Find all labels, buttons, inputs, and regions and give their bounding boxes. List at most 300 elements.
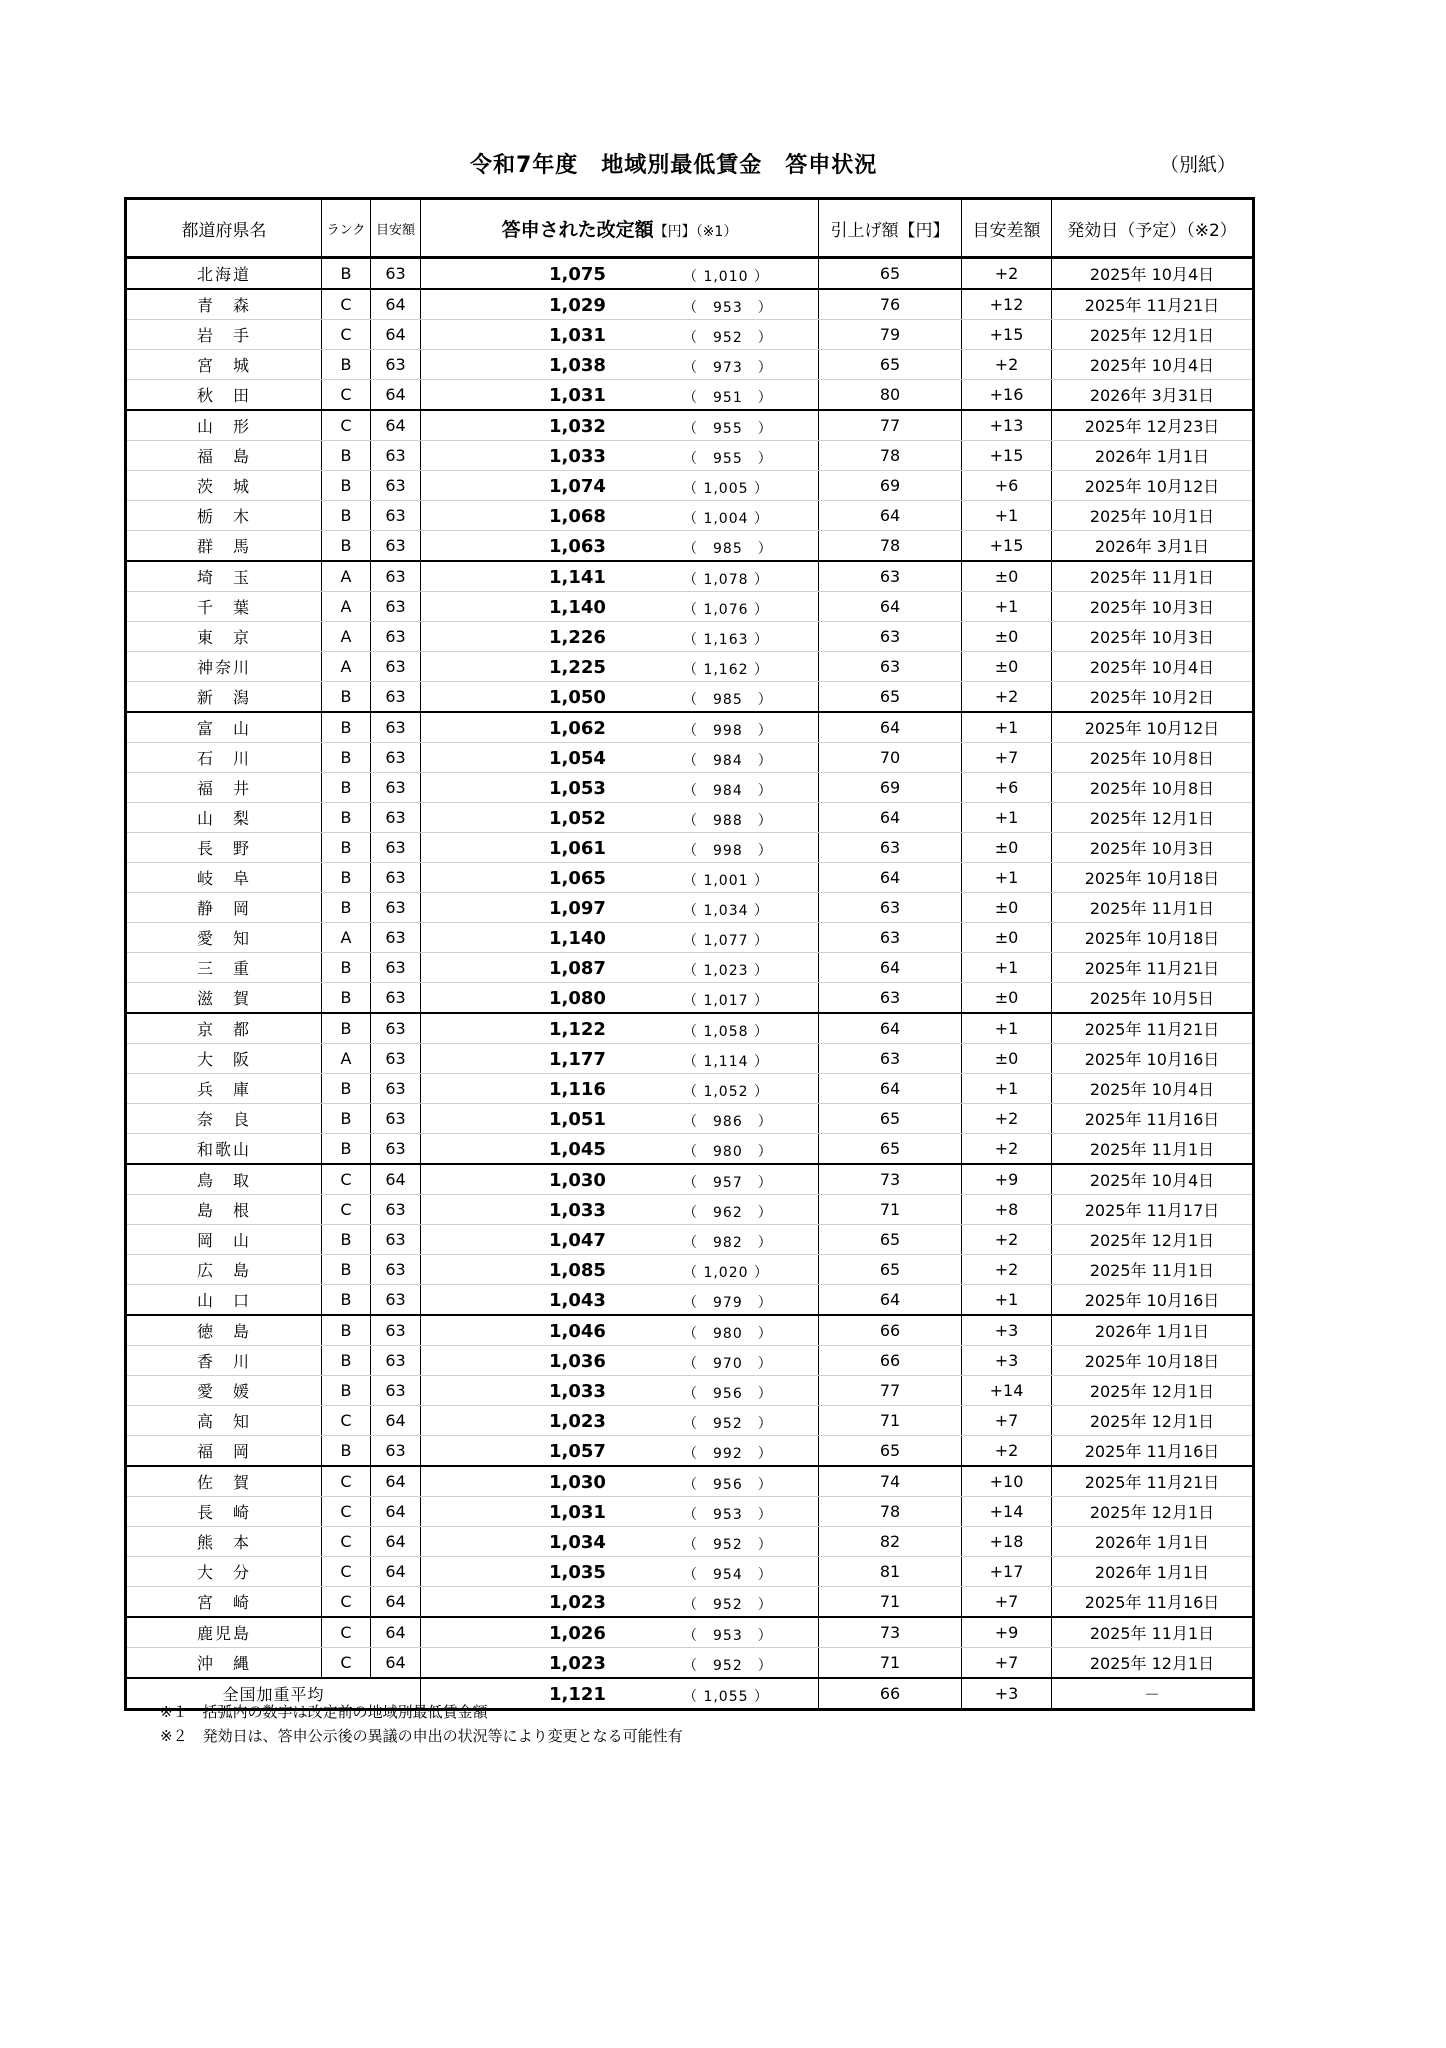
- rank: B: [322, 983, 371, 1014]
- amount-cell: [421, 1074, 819, 1104]
- table-row: [126, 289, 1254, 320]
- increase-amount: 78: [819, 1497, 962, 1527]
- rank: B: [322, 501, 371, 531]
- rank: B: [322, 350, 371, 380]
- increase-amount: 65: [819, 350, 962, 380]
- revised-amount: 1,177: [549, 1049, 606, 1070]
- increase-amount: 65: [819, 1255, 962, 1285]
- guideline-difference: +1: [962, 712, 1052, 743]
- previous-amount: （ 1,010 ）: [683, 269, 769, 285]
- effective-date: 2026年 1月1日: [1052, 1527, 1254, 1557]
- table-row: [126, 1044, 1254, 1074]
- effective-date: 2025年 12月23日: [1052, 410, 1254, 441]
- amount-cell: [421, 501, 819, 531]
- revised-amount: 1,046: [549, 1321, 606, 1342]
- guideline-amount: 64: [371, 1557, 421, 1587]
- guideline-difference: +15: [962, 441, 1052, 471]
- effective-date: 2025年 10月4日: [1052, 652, 1254, 682]
- table-body: [126, 258, 1254, 1679]
- prefecture-name: 鹿児島: [126, 1617, 322, 1648]
- previous-amount: （ 980 ）: [683, 1326, 773, 1342]
- prefecture-name: 秋 田: [126, 380, 322, 411]
- increase-amount: 77: [819, 1376, 962, 1406]
- increase-amount: 64: [819, 1285, 962, 1316]
- increase-amount: 70: [819, 743, 962, 773]
- revised-amount: 1,074: [549, 476, 606, 497]
- guideline-amount: 63: [371, 682, 421, 713]
- table-row: [126, 320, 1254, 350]
- effective-date: 2025年 10月3日: [1052, 592, 1254, 622]
- guideline-difference: +2: [962, 1255, 1052, 1285]
- increase-amount: 80: [819, 380, 962, 411]
- revised-amount: 1,057: [549, 1441, 606, 1462]
- revised-amount: 1,140: [549, 928, 606, 949]
- effective-date: 2025年 10月3日: [1052, 833, 1254, 863]
- previous-amount: （ 1,077 ）: [683, 933, 769, 949]
- effective-date: 2025年 12月1日: [1052, 1225, 1254, 1255]
- guideline-difference: ±0: [962, 561, 1052, 592]
- table-row: [126, 531, 1254, 562]
- guideline-difference: +14: [962, 1376, 1052, 1406]
- effective-date: 2025年 10月18日: [1052, 863, 1254, 893]
- revised-amount: 1,068: [549, 506, 606, 527]
- revised-amount: 1,122: [549, 1019, 606, 1040]
- guideline-amount: 63: [371, 1346, 421, 1376]
- table-row: [126, 863, 1254, 893]
- revised-amount: 1,075: [549, 264, 606, 285]
- table-row: [126, 1074, 1254, 1104]
- effective-date: 2025年 10月5日: [1052, 983, 1254, 1014]
- table-row: [126, 1466, 1254, 1497]
- guideline-amount: 63: [371, 561, 421, 592]
- table-row: [126, 561, 1254, 592]
- previous-amount: （ 1,052 ）: [683, 1084, 769, 1100]
- guideline-amount: 64: [371, 1527, 421, 1557]
- guideline-amount: 63: [371, 923, 421, 953]
- rank: B: [322, 893, 371, 923]
- guideline-difference: ±0: [962, 1044, 1052, 1074]
- previous-amount: （ 1,001 ）: [683, 873, 769, 889]
- effective-date: 2025年 11月21日: [1052, 1466, 1254, 1497]
- increase-amount: 69: [819, 773, 962, 803]
- revised-amount: 1,036: [549, 1351, 606, 1372]
- guideline-amount: 63: [371, 1044, 421, 1074]
- average-amount: 1,121: [549, 1684, 606, 1705]
- amount-cell: [421, 380, 819, 411]
- increase-amount: 82: [819, 1527, 962, 1557]
- effective-date: 2025年 10月4日: [1052, 350, 1254, 380]
- prefecture-name: 福 島: [126, 441, 322, 471]
- effective-date: 2025年 11月16日: [1052, 1587, 1254, 1618]
- guideline-difference: +7: [962, 743, 1052, 773]
- effective-date: 2025年 10月16日: [1052, 1285, 1254, 1316]
- prefecture-name: 東 京: [126, 622, 322, 652]
- guideline-difference: +7: [962, 1406, 1052, 1436]
- effective-date: 2025年 10月4日: [1052, 1074, 1254, 1104]
- guideline-difference: +6: [962, 773, 1052, 803]
- rank: A: [322, 1044, 371, 1074]
- amount-cell: [421, 1225, 819, 1255]
- effective-date: 2025年 10月3日: [1052, 622, 1254, 652]
- previous-amount: （ 1,076 ）: [683, 602, 769, 618]
- revised-amount: 1,023: [549, 1653, 606, 1674]
- revised-amount: 1,062: [549, 718, 606, 739]
- amount-cell: [421, 561, 819, 592]
- rank: B: [322, 743, 371, 773]
- table-row: [126, 258, 1254, 290]
- rank: B: [322, 1346, 371, 1376]
- effective-date: 2025年 10月12日: [1052, 712, 1254, 743]
- amount-cell: [421, 923, 819, 953]
- effective-date: 2025年 10月8日: [1052, 743, 1254, 773]
- prefecture-name: 福 井: [126, 773, 322, 803]
- rank: C: [322, 289, 371, 320]
- prefecture-name: 青 森: [126, 289, 322, 320]
- amount-cell: [421, 893, 819, 923]
- previous-amount: （ 952 ）: [683, 330, 773, 346]
- prefecture-name: 愛 媛: [126, 1376, 322, 1406]
- prefecture-name: 和歌山: [126, 1134, 322, 1165]
- table-row: [126, 983, 1254, 1014]
- previous-amount: （ 962 ）: [683, 1205, 773, 1221]
- previous-amount: （ 998 ）: [683, 723, 773, 739]
- rank: B: [322, 471, 371, 501]
- revised-amount: 1,226: [549, 627, 606, 648]
- revised-amount: 1,047: [549, 1230, 606, 1251]
- increase-amount: 64: [819, 953, 962, 983]
- rank: B: [322, 863, 371, 893]
- previous-amount: （ 985 ）: [683, 692, 773, 708]
- guideline-difference: +2: [962, 258, 1052, 290]
- revised-amount: 1,140: [549, 597, 606, 618]
- prefecture-name: 滋 賀: [126, 983, 322, 1014]
- revised-amount: 1,080: [549, 988, 606, 1009]
- increase-amount: 65: [819, 1225, 962, 1255]
- amount-cell: [421, 712, 819, 743]
- revised-amount: 1,097: [549, 898, 606, 919]
- increase-amount: 63: [819, 1044, 962, 1074]
- previous-amount: （ 955 ）: [683, 451, 773, 467]
- effective-date: 2026年 3月1日: [1052, 531, 1254, 562]
- guideline-difference: ±0: [962, 923, 1052, 953]
- rank: C: [322, 1497, 371, 1527]
- guideline-difference: ±0: [962, 622, 1052, 652]
- guideline-amount: 63: [371, 1013, 421, 1044]
- prefecture-name: 石 川: [126, 743, 322, 773]
- table-row: [126, 1013, 1254, 1044]
- table-row: [126, 1527, 1254, 1557]
- previous-amount: （ 982 ）: [683, 1235, 773, 1251]
- guideline-amount: 64: [371, 1497, 421, 1527]
- previous-amount: （ 956 ）: [683, 1477, 773, 1493]
- table-row: [126, 682, 1254, 713]
- amount-cell: [421, 833, 819, 863]
- page-title: 令和7年度 地域別最低賃金 答申状況: [470, 153, 878, 178]
- previous-amount: （ 1,005 ）: [683, 481, 769, 497]
- guideline-difference: +1: [962, 1074, 1052, 1104]
- previous-amount: （ 1,114 ）: [683, 1054, 769, 1070]
- increase-amount: 63: [819, 652, 962, 682]
- table-row: [126, 712, 1254, 743]
- guideline-amount: 63: [371, 833, 421, 863]
- increase-amount: 66: [819, 1315, 962, 1346]
- table-row: [126, 1587, 1254, 1618]
- guideline-difference: +1: [962, 1285, 1052, 1316]
- guideline-difference: +2: [962, 682, 1052, 713]
- guideline-difference: +2: [962, 1225, 1052, 1255]
- amount-cell: [421, 1617, 819, 1648]
- prefecture-name: 長 崎: [126, 1497, 322, 1527]
- amount-cell: [421, 531, 819, 562]
- increase-amount: 66: [819, 1346, 962, 1376]
- guideline-difference: ±0: [962, 652, 1052, 682]
- effective-date: 2025年 10月16日: [1052, 1044, 1254, 1074]
- table-row: [126, 350, 1254, 380]
- guideline-amount: 63: [371, 712, 421, 743]
- amount-cell: [421, 983, 819, 1014]
- revised-amount: 1,031: [549, 385, 606, 406]
- table-row: [126, 1255, 1254, 1285]
- guideline-amount: 63: [371, 1074, 421, 1104]
- prefecture-name: 愛 知: [126, 923, 322, 953]
- revised-amount: 1,116: [549, 1079, 606, 1100]
- guideline-amount: 63: [371, 1376, 421, 1406]
- increase-amount: 81: [819, 1557, 962, 1587]
- rank: C: [322, 320, 371, 350]
- amount-cell: [421, 441, 819, 471]
- guideline-amount: 63: [371, 893, 421, 923]
- rank: B: [322, 1436, 371, 1467]
- revised-amount: 1,033: [549, 1381, 606, 1402]
- guideline-amount: 64: [371, 1164, 421, 1195]
- rank: B: [322, 1315, 371, 1346]
- amount-cell: [421, 1648, 819, 1679]
- previous-amount: （ 970 ）: [683, 1356, 773, 1372]
- average-increase: 66: [819, 1678, 962, 1710]
- table-row: [126, 1617, 1254, 1648]
- revised-amount: 1,034: [549, 1532, 606, 1553]
- guideline-amount: 63: [371, 1104, 421, 1134]
- guideline-amount: 63: [371, 592, 421, 622]
- rank: B: [322, 1285, 371, 1316]
- guideline-amount: 63: [371, 803, 421, 833]
- guideline-amount: 63: [371, 1195, 421, 1225]
- table-row: [126, 471, 1254, 501]
- effective-date: 2025年 10月4日: [1052, 1164, 1254, 1195]
- amount-cell: [421, 471, 819, 501]
- guideline-difference: +13: [962, 410, 1052, 441]
- previous-amount: （ 952 ）: [683, 1537, 773, 1553]
- previous-amount: （ 985 ）: [683, 541, 773, 557]
- guideline-amount: 63: [371, 773, 421, 803]
- table-row: [126, 1436, 1254, 1467]
- amount-cell: [421, 863, 819, 893]
- prefecture-name: 山 口: [126, 1285, 322, 1316]
- amount-cell: [421, 743, 819, 773]
- previous-amount: （ 1,017 ）: [683, 993, 769, 1009]
- effective-date: 2025年 10月2日: [1052, 682, 1254, 713]
- rank: B: [322, 712, 371, 743]
- prefecture-name: 群 馬: [126, 531, 322, 562]
- table-row: [126, 1406, 1254, 1436]
- rank: A: [322, 561, 371, 592]
- guideline-difference: +18: [962, 1527, 1052, 1557]
- average-effective-date: －: [1052, 1678, 1254, 1710]
- amount-cell: [421, 773, 819, 803]
- amount-cell: [421, 1315, 819, 1346]
- previous-amount: （ 952 ）: [683, 1658, 773, 1674]
- rank: B: [322, 682, 371, 713]
- rank: C: [322, 410, 371, 441]
- table-row: [126, 923, 1254, 953]
- previous-amount: （ 973 ）: [683, 360, 773, 376]
- amount-cell: [421, 410, 819, 441]
- amount-cell: [421, 1044, 819, 1074]
- effective-date: 2026年 1月1日: [1052, 1557, 1254, 1587]
- revised-amount: 1,029: [549, 295, 606, 316]
- rank: A: [322, 652, 371, 682]
- amount-cell: [421, 350, 819, 380]
- guideline-amount: 64: [371, 1648, 421, 1679]
- increase-amount: 63: [819, 893, 962, 923]
- revised-amount: 1,043: [549, 1290, 606, 1311]
- table-row: [126, 1557, 1254, 1587]
- increase-amount: 78: [819, 531, 962, 562]
- header-difference: 目安差額: [962, 199, 1052, 258]
- rank: A: [322, 622, 371, 652]
- prefecture-name: 三 重: [126, 953, 322, 983]
- table-row: [126, 743, 1254, 773]
- prefecture-name: 岡 山: [126, 1225, 322, 1255]
- increase-amount: 73: [819, 1617, 962, 1648]
- revised-amount: 1,032: [549, 416, 606, 437]
- effective-date: 2025年 11月21日: [1052, 1013, 1254, 1044]
- average-difference: +3: [962, 1678, 1052, 1710]
- previous-amount: （ 984 ）: [683, 753, 773, 769]
- revised-amount: 1,033: [549, 1200, 606, 1221]
- effective-date: 2025年 10月18日: [1052, 923, 1254, 953]
- guideline-difference: +9: [962, 1617, 1052, 1648]
- table-row: [126, 1104, 1254, 1134]
- effective-date: 2025年 11月1日: [1052, 561, 1254, 592]
- previous-amount: （ 951 ）: [683, 390, 773, 406]
- revised-amount: 1,030: [549, 1170, 606, 1191]
- previous-amount: （ 955 ）: [683, 421, 773, 437]
- prefecture-name: 宮 城: [126, 350, 322, 380]
- amount-cell: [421, 1466, 819, 1497]
- guideline-difference: +14: [962, 1497, 1052, 1527]
- prefecture-name: 静 岡: [126, 893, 322, 923]
- guideline-difference: +2: [962, 1104, 1052, 1134]
- rank: B: [322, 1376, 371, 1406]
- previous-amount: （ 952 ）: [683, 1597, 773, 1613]
- guideline-amount: 63: [371, 1285, 421, 1316]
- previous-amount: （ 998 ）: [683, 843, 773, 859]
- effective-date: 2026年 1月1日: [1052, 1315, 1254, 1346]
- guideline-difference: +15: [962, 531, 1052, 562]
- effective-date: 2025年 11月1日: [1052, 1617, 1254, 1648]
- table-row: [126, 1195, 1254, 1225]
- guideline-difference: ±0: [962, 833, 1052, 863]
- guideline-amount: 64: [371, 320, 421, 350]
- amount-cell: [421, 1346, 819, 1376]
- revised-amount: 1,053: [549, 778, 606, 799]
- increase-amount: 63: [819, 622, 962, 652]
- effective-date: 2025年 11月1日: [1052, 893, 1254, 923]
- guideline-amount: 63: [371, 258, 421, 290]
- rank: C: [322, 1195, 371, 1225]
- table-row: [126, 622, 1254, 652]
- previous-amount: （ 956 ）: [683, 1386, 773, 1402]
- rank: B: [322, 953, 371, 983]
- previous-amount: （ 953 ）: [683, 1507, 773, 1523]
- revised-amount: 1,045: [549, 1139, 606, 1160]
- rank: B: [322, 773, 371, 803]
- prefecture-name: 埼 玉: [126, 561, 322, 592]
- amount-cell: [421, 622, 819, 652]
- table-row: [126, 1315, 1254, 1346]
- revised-amount: 1,023: [549, 1592, 606, 1613]
- amount-cell: [421, 592, 819, 622]
- effective-date: 2025年 11月16日: [1052, 1104, 1254, 1134]
- prefecture-name: 新 潟: [126, 682, 322, 713]
- table-row: [126, 833, 1254, 863]
- prefecture-name: 広 島: [126, 1255, 322, 1285]
- prefecture-name: 沖 縄: [126, 1648, 322, 1679]
- table-row: [126, 1164, 1254, 1195]
- guideline-difference: +17: [962, 1557, 1052, 1587]
- guideline-difference: +6: [962, 471, 1052, 501]
- guideline-amount: 63: [371, 1225, 421, 1255]
- previous-amount: （ 1,004 ）: [683, 511, 769, 527]
- guideline-amount: 63: [371, 983, 421, 1014]
- rank: C: [322, 1527, 371, 1557]
- header-guideline: 目安額: [371, 199, 421, 258]
- increase-amount: 73: [819, 1164, 962, 1195]
- rank: B: [322, 531, 371, 562]
- revised-amount: 1,026: [549, 1623, 606, 1644]
- guideline-amount: 63: [371, 622, 421, 652]
- increase-amount: 71: [819, 1587, 962, 1618]
- guideline-amount: 64: [371, 1587, 421, 1618]
- amount-cell: [421, 1255, 819, 1285]
- prefecture-name: 大 阪: [126, 1044, 322, 1074]
- guideline-difference: +3: [962, 1315, 1052, 1346]
- increase-amount: 64: [819, 712, 962, 743]
- previous-amount: （ 1,078 ）: [683, 572, 769, 588]
- rank: A: [322, 592, 371, 622]
- rank: C: [322, 380, 371, 411]
- previous-amount: （ 954 ）: [683, 1567, 773, 1583]
- table-row: [126, 1134, 1254, 1165]
- increase-amount: 71: [819, 1648, 962, 1679]
- guideline-difference: +1: [962, 1013, 1052, 1044]
- amount-cell: [421, 1376, 819, 1406]
- table-row: [126, 803, 1254, 833]
- guideline-difference: +1: [962, 592, 1052, 622]
- previous-amount: （ 980 ）: [683, 1144, 773, 1160]
- attachment-label: （別紙）: [1160, 154, 1237, 176]
- amount-cell: [421, 652, 819, 682]
- guideline-difference: +10: [962, 1466, 1052, 1497]
- guideline-amount: 63: [371, 501, 421, 531]
- table-row: [126, 410, 1254, 441]
- prefecture-name: 栃 木: [126, 501, 322, 531]
- header-rank: ランク: [322, 199, 371, 258]
- effective-date: 2025年 12月1日: [1052, 1497, 1254, 1527]
- effective-date: 2025年 12月1日: [1052, 1406, 1254, 1436]
- prefecture-name: 兵 庫: [126, 1074, 322, 1104]
